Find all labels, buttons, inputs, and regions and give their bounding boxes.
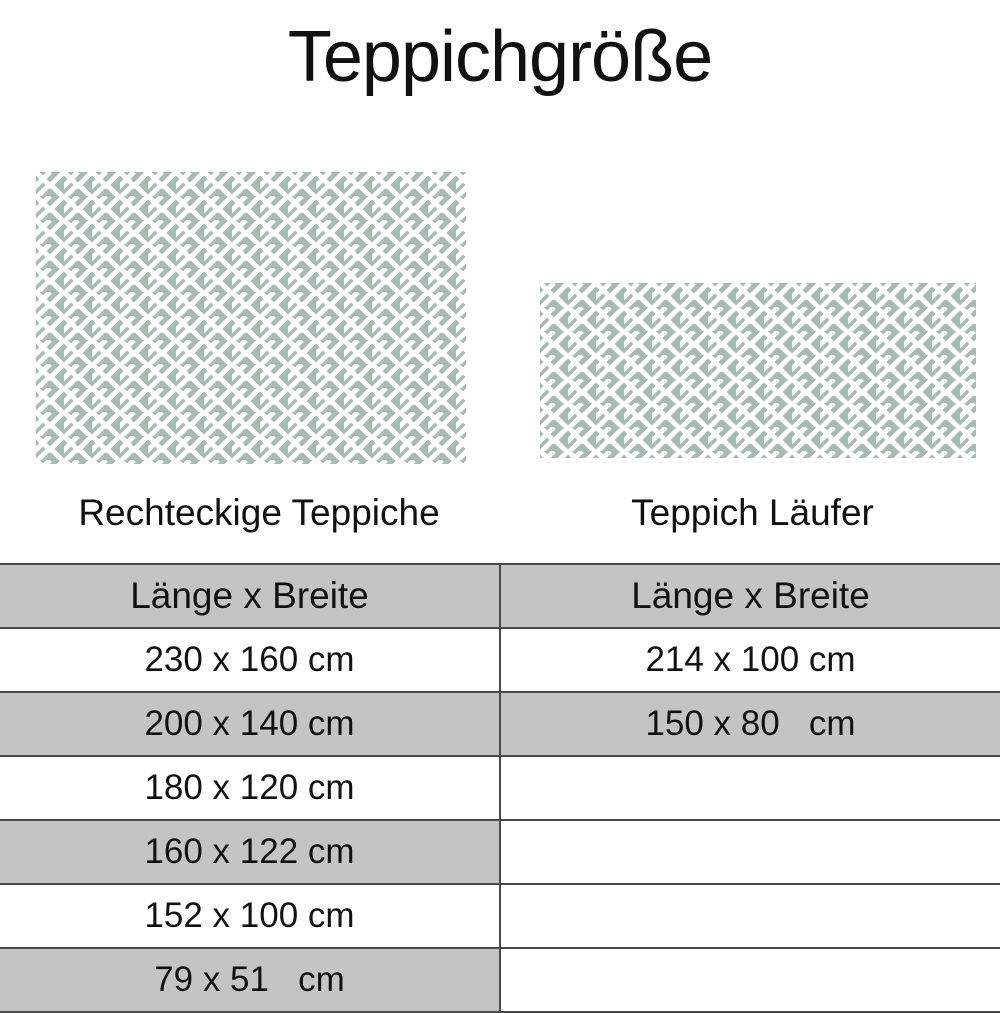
size-cell-rect: 152 x 100 cm: [0, 884, 500, 948]
size-cell-runner: [500, 756, 1000, 820]
rug-swatch-runner: [540, 283, 976, 458]
header-cell-right: Länge x Breite: [500, 564, 1000, 628]
chevron-pattern-icon: [540, 283, 976, 458]
caption-runner-rugs: Teppich Läufer: [631, 492, 874, 533]
table-header-row: [0, 564, 1000, 628]
header-cell-left: Länge x Breite: [0, 564, 500, 628]
rug-swatch-rectangular: [36, 172, 466, 464]
table-row: [0, 692, 1000, 756]
table-row: [0, 820, 1000, 884]
table-row: [0, 628, 1000, 692]
table-row: [0, 884, 1000, 948]
size-cell-runner: 150 x 80 cm: [500, 692, 1000, 756]
size-cell-runner: [500, 820, 1000, 884]
size-table: [0, 563, 1000, 1013]
size-cell-rect: 160 x 122 cm: [0, 820, 500, 884]
caption-rectangular-rugs: Rechteckige Teppiche: [78, 492, 440, 533]
size-cell-runner: [500, 884, 1000, 948]
table-row: [0, 756, 1000, 820]
size-cell-rect: 200 x 140 cm: [0, 692, 500, 756]
table-row: [0, 948, 1000, 1012]
page-title: Teppichgröße: [287, 17, 713, 97]
size-cell-runner: 214 x 100 cm: [500, 628, 1000, 692]
size-cell-runner: [500, 948, 1000, 1012]
chevron-pattern-icon: [36, 172, 466, 464]
size-cell-rect: 79 x 51 cm: [0, 948, 500, 1012]
size-cell-rect: 230 x 160 cm: [0, 628, 500, 692]
size-cell-rect: 180 x 120 cm: [0, 756, 500, 820]
